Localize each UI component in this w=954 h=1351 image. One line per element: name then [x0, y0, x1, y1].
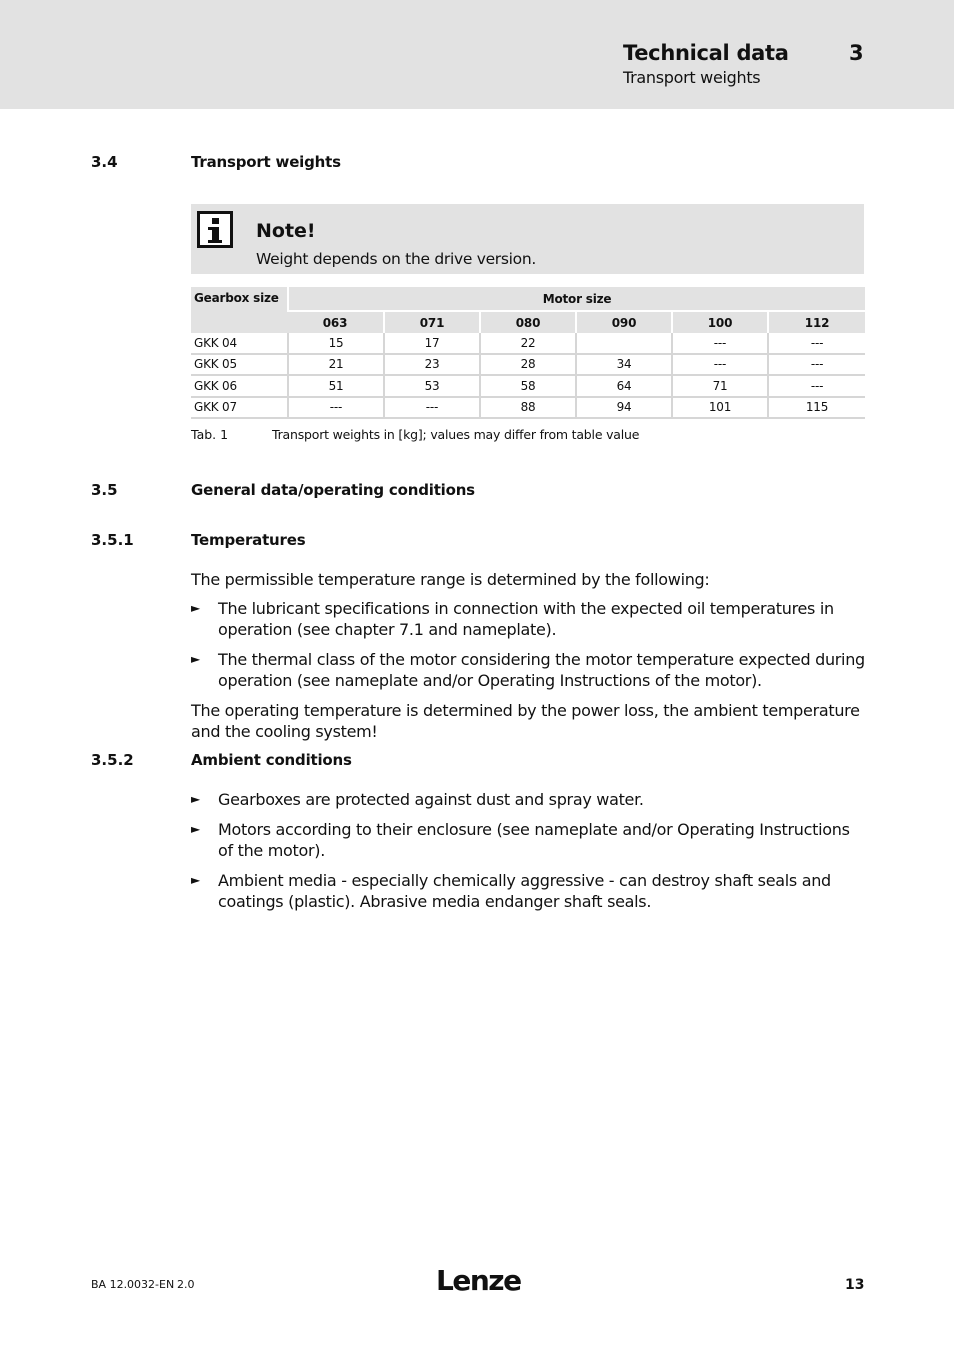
table-body [191, 333, 865, 419]
note-heading: Note! [256, 220, 316, 242]
weight-cell: 64 [575, 376, 671, 398]
note-box [191, 204, 864, 274]
section-title: General data/operating conditions [191, 481, 475, 499]
motor-size-column-header: 112 [767, 310, 865, 333]
weight-cell: --- [287, 398, 383, 420]
weight-cell: --- [383, 398, 479, 420]
table-row [191, 355, 865, 377]
section-number: 3.5 [91, 481, 118, 499]
weight-cell: 21 [287, 355, 383, 377]
weight-cell: 101 [671, 398, 767, 420]
table-caption-text: Transport weights in [kg]; values may differ from table value [272, 427, 640, 442]
bullet-arrow-icon: ► [191, 601, 200, 615]
table-row [191, 376, 865, 398]
weight-cell: 22 [479, 333, 575, 355]
chapter-subtitle: Transport weights [623, 68, 761, 87]
temperatures-closing: The operating temperature is determined by the power loss, the ambient temperature and the cooling system! [191, 701, 860, 741]
weight-cell [575, 333, 671, 355]
gearbox-size-header: Gearbox size [191, 287, 287, 333]
weight-cell: 34 [575, 355, 671, 377]
weight-cell: 53 [383, 376, 479, 398]
weight-cell: 17 [383, 333, 479, 355]
page-header [0, 0, 954, 109]
weight-cell: 58 [479, 376, 575, 398]
weight-cell: --- [671, 355, 767, 377]
weight-cell: 15 [287, 333, 383, 355]
bullet-arrow-icon: ► [191, 652, 200, 666]
subsection-number: 3.5.1 [91, 531, 134, 549]
temperatures-intro: The permissible temperature range is determined by the following: [191, 570, 710, 589]
section-title: Transport weights [191, 153, 341, 171]
weight-cell: --- [767, 376, 865, 398]
weight-cell: 23 [383, 355, 479, 377]
section-number: 3.4 [91, 153, 118, 171]
page-number: 13 [845, 1277, 865, 1293]
motor-size-column-header: 063 [287, 310, 383, 333]
weight-cell: 115 [767, 398, 865, 420]
bullet-arrow-icon: ► [191, 792, 200, 806]
transport-weights-table [191, 287, 865, 419]
document-id: BA 12.0032-EN [91, 1278, 175, 1291]
weight-cell: 51 [287, 376, 383, 398]
weight-cell: 94 [575, 398, 671, 420]
gearbox-size-cell: GKK 07 [191, 398, 287, 420]
motor-size-header: Motor size [287, 287, 865, 310]
motor-size-column-header: 090 [575, 310, 671, 333]
table-row [191, 333, 865, 355]
info-icon [197, 211, 233, 248]
weight-cell: --- [671, 333, 767, 355]
note-text: Weight depends on the drive version. [256, 250, 536, 268]
table-caption-number: Tab. 1 [191, 427, 229, 442]
subsection-title: Ambient conditions [191, 751, 352, 769]
list-item-text: Motors according to their enclosure (see nameplate and/or Operating Instructions of the motor). [218, 820, 850, 860]
gearbox-size-cell: GKK 06 [191, 376, 287, 398]
list-item-text: Ambient media - especially chemically aggressive - can destroy shaft seals and coatings (plastic). Abrasive media endanger shaft seals. [218, 871, 831, 911]
motor-size-column-header: 071 [383, 310, 479, 333]
weight-cell: --- [767, 333, 865, 355]
subsection-title: Temperatures [191, 531, 306, 549]
gearbox-size-cell: GKK 05 [191, 355, 287, 377]
weight-cell: --- [767, 355, 865, 377]
motor-size-column-header: 080 [479, 310, 575, 333]
list-item-text: Gearboxes are protected against dust and spray water. [218, 790, 644, 809]
list-item-text: The lubricant specifications in connection with the expected oil temperatures in operation (see chapter 7.1 and nameplate). [218, 599, 834, 639]
chapter-number: 3 [849, 41, 864, 65]
weight-cell: 71 [671, 376, 767, 398]
document-version: 2.0 [177, 1278, 195, 1291]
chapter-title: Technical data [623, 41, 789, 65]
bullet-arrow-icon: ► [191, 822, 200, 836]
weight-cell: 88 [479, 398, 575, 420]
list-item-text: The thermal class of the motor considering the motor temperature expected during operation (see nameplate and/or Operating Instructions of the motor). [218, 650, 865, 690]
table-row [191, 398, 865, 420]
motor-size-column-header: 100 [671, 310, 767, 333]
subsection-number: 3.5.2 [91, 751, 134, 769]
weight-cell: 28 [479, 355, 575, 377]
lenze-logo: Lenze [436, 1264, 521, 1297]
gearbox-size-cell: GKK 04 [191, 333, 287, 355]
bullet-arrow-icon: ► [191, 873, 200, 887]
motor-size-row [191, 310, 865, 333]
